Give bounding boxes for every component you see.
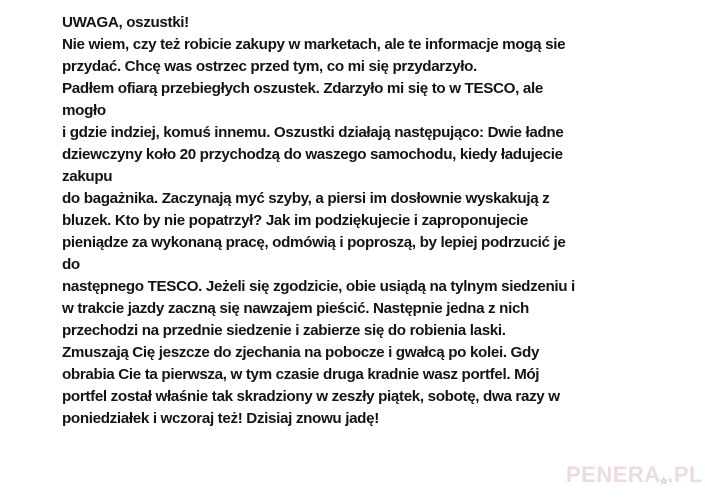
text-line: UWAGA, oszustki! (62, 14, 189, 31)
text-line: do (62, 256, 80, 273)
watermark-domain: .PL (667, 462, 703, 487)
text-line: i gdzie indziej, komuś innemu. Oszustki działają następująco: Dwie ładne (62, 124, 564, 141)
text-line: mogło (62, 102, 106, 119)
text-line: przydać. Chcę was ostrzec przed tym, co mi się przydarzyło. (62, 58, 477, 75)
text-line: do bagażnika. Zaczynają myć szyby, a piersi im dosłownie wyskakują z (62, 190, 550, 207)
text-line: dziewczyny koło 20 przychodzą do waszego samochodu, kiedy ładujecie (62, 146, 563, 163)
text-line: Padłem ofiarą przebiegłych oszustek. Zdarzyło mi się to w TESCO, ale (62, 80, 543, 97)
text-line: Zmuszają Cię jeszcze do zjechania na pobocze i gwałcą po kolei. Gdy (62, 344, 540, 361)
watermark-text: PENERA (566, 462, 661, 487)
text-line: portfel został właśnie tak skradziony w zeszły piątek, sobotę, dwa razy w (62, 388, 560, 405)
text-line: poniedziałek i wczoraj też! Dzisiaj znowu jadę! (62, 410, 379, 427)
star-icon: ☆ (659, 476, 669, 486)
watermark-logo (566, 462, 703, 488)
text-line: przechodzi na przednie siedzenie i zabierze się do robienia laski. (62, 322, 506, 339)
text-line: w trakcie jazdy zaczną się nawzajem pieścić. Następnie jedna z nich (62, 300, 529, 317)
text-line: obrabia Cie ta pierwsza, w tym czasie druga kradnie wasz portfel. Mój (62, 366, 540, 383)
text-line: Nie wiem, czy też robicie zakupy w marketach, ale te informacje mogą sie (62, 36, 566, 53)
text-line: zakupu (62, 168, 113, 185)
text-line: następnego TESCO. Jeżeli się zgodzicie, obie usiądą na tylnym siedzeniu i (62, 278, 575, 295)
text-line: bluzek. Kto by nie popatrzył? Jak im podziękujecie i zaproponujecie (62, 212, 529, 229)
text-line: pieniądze za wykonaną pracę, odmówią i poproszą, by lepiej podrzucić je (62, 234, 566, 251)
post-text (62, 12, 622, 430)
